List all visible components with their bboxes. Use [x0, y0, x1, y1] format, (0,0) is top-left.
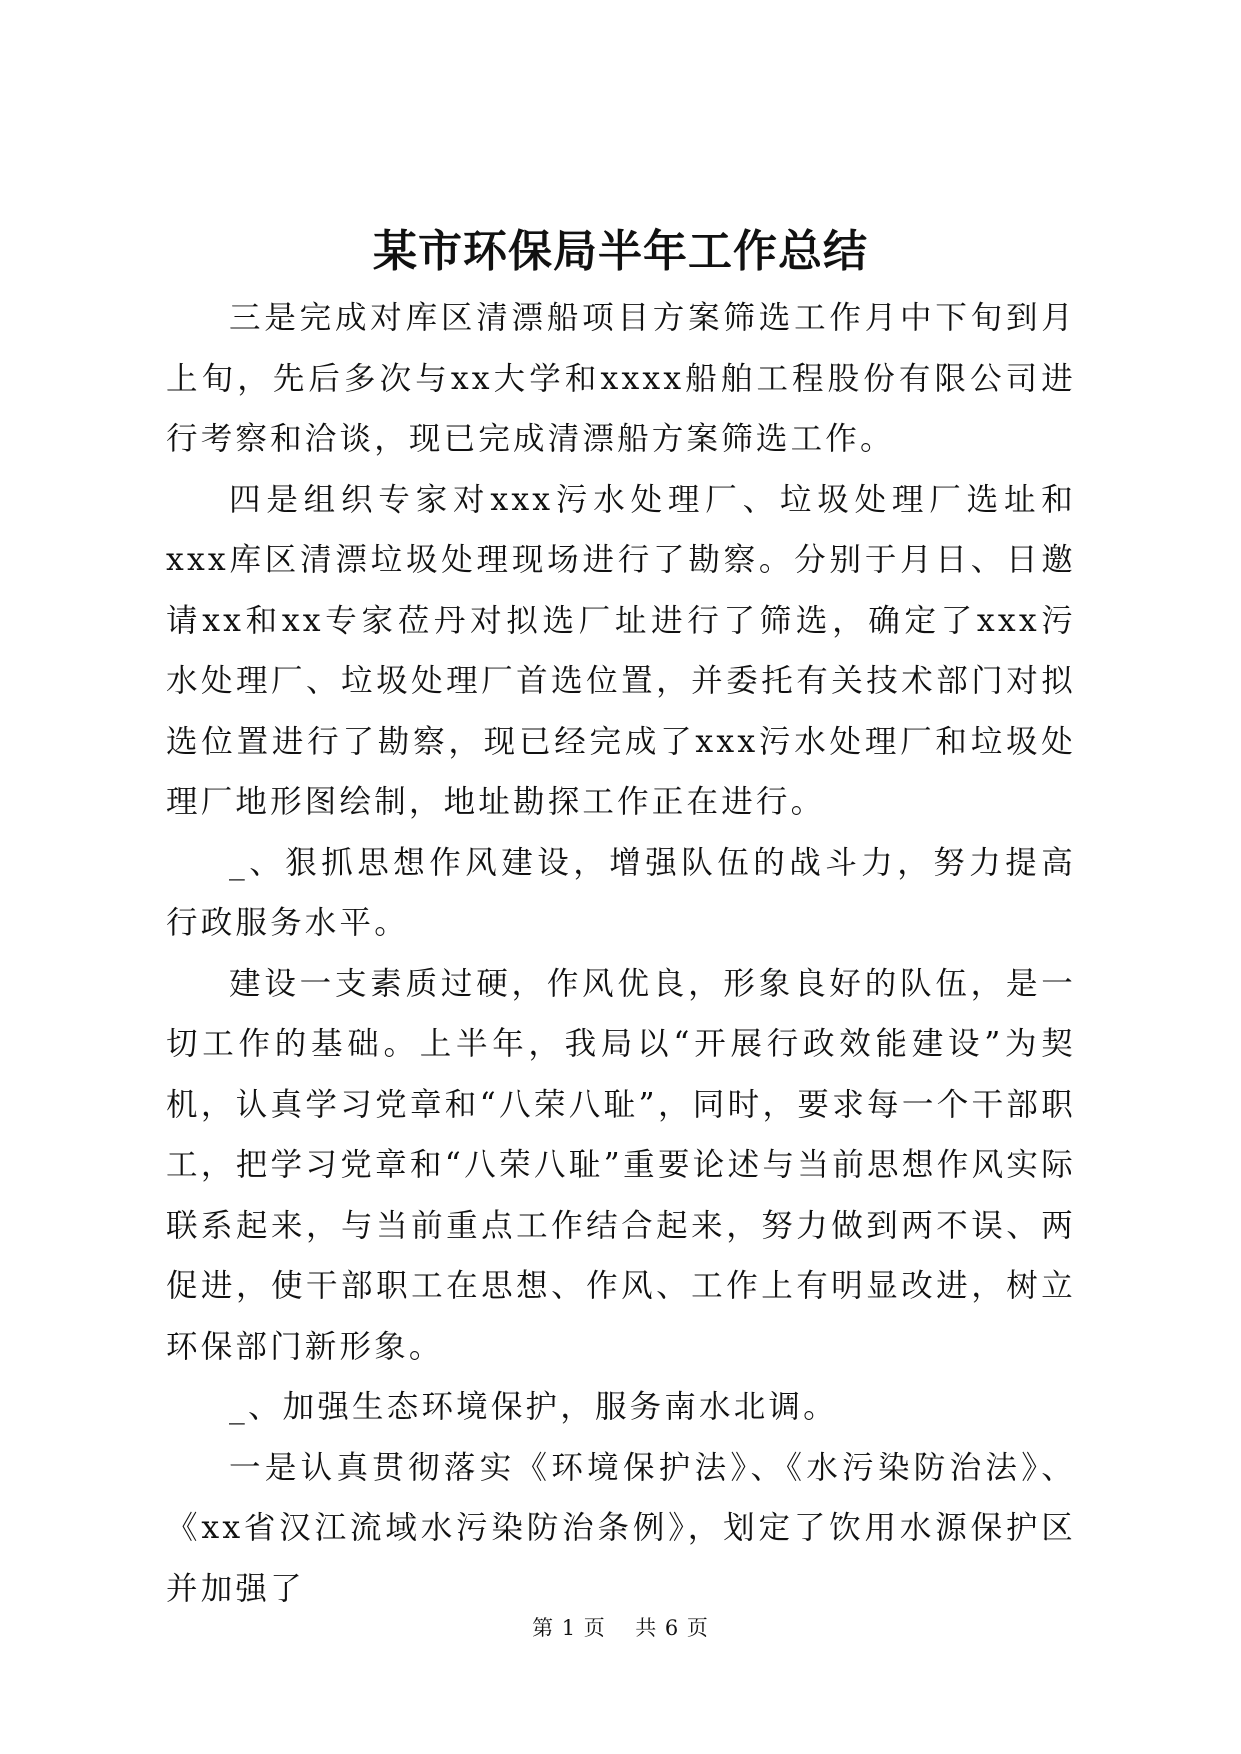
- document-title: 某市环保局半年工作总结: [373, 226, 868, 277]
- page-total: 共 6 页: [635, 1616, 709, 1640]
- page-number: 第 1 页: [532, 1616, 606, 1640]
- page-footer: [0, 1614, 1241, 1642]
- paragraph: 三是完成对库区清漂船项目方案筛选工作月中下旬到月上旬，先后多次与xx大学和xxxx船舶工程股份有限公司进行考察和洽谈，现已完成清漂船方案筛选工作。: [166, 300, 1076, 457]
- paragraph: _、狠抓思想作风建设，增强队伍的战斗力，努力提高行政服务水平。: [166, 844, 1076, 941]
- paragraph: 建设一支素质过硬，作风优良，形象良好的队伍，是一切工作的基础。上半年，我局以“开展行政效能建设”为契机，认真学习党章和“八荣八耻”，同时，要求每一个干部职工，把学习党章和“八荣八耻”重要论述与当前思想作风实际联系起来，与当前重点工作结合起来，努力做到两不误、两促进，使干部职工在思想、作风、工作上有明显改进，树立环保部门新形象。: [166, 965, 1076, 1365]
- paragraph: 一是认真贯彻落实《环境保护法》、《水污染防治法》、《xx省汉江流域水污染防治条例》，划定了饮用水源保护区并加强了: [166, 1449, 1076, 1607]
- paragraph: _、加强生态环境保护，服务南水北调。: [229, 1389, 838, 1425]
- paragraph: 四是组织专家对xxx污水处理厂、垃圾处理厂选址和xxx库区清漂垃圾处理现场进行了勘察。分别于月日、日邀请xx和xx专家莅丹对拟选厂址进行了筛选，确定了xxx污水处理厂、垃圾处理厂首选位置，并委托有关技术部门对拟选位置进行了勘察，现已经完成了xxx污水处理厂和垃圾处理厂地形图绘制，地址勘探工作正在进行。: [166, 481, 1076, 820]
- document-body: [166, 288, 1076, 1619]
